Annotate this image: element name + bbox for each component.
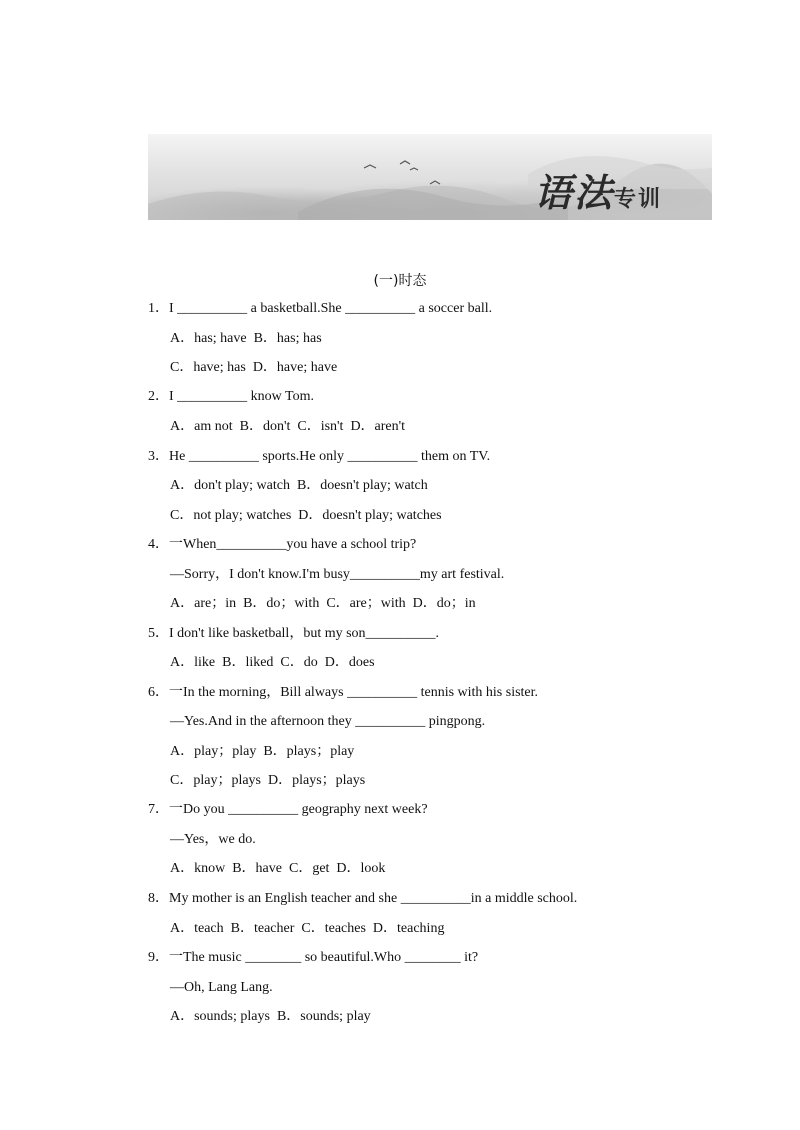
- question-9-reply: —Oh, Lang Lang.: [170, 980, 273, 995]
- banner-title: [534, 162, 662, 217]
- question-3-options-ab: A．don't play; watch B．doesn't play; watch: [170, 478, 428, 493]
- bird-icon: [364, 165, 376, 168]
- banner-title-sub: 专训: [613, 186, 662, 212]
- question-7: 7．一Do you __________ geography next week?: [148, 802, 428, 817]
- question-4: 4．一When__________you have a school trip?: [148, 537, 417, 552]
- question-1: 1．I __________ a basketball.She __________ a soccer ball.: [148, 301, 493, 316]
- question-3: 3．He __________ sports.He only __________ them on TV.: [148, 449, 491, 464]
- bird-icon: [430, 181, 440, 184]
- question-2: 2．I __________ know Tom.: [148, 389, 314, 404]
- banner-title-main: 语法: [533, 170, 614, 215]
- bird-icon: [410, 168, 418, 170]
- question-2-options: A．am not B．don't C．isn't D．aren't: [170, 419, 406, 434]
- question-9: 9．一The music ________ so beautiful.Who ________ it?: [148, 950, 479, 965]
- question-7-options: A．know B．have C．get D．look: [170, 861, 386, 876]
- question-6-reply: —Yes.And in the afternoon they __________ pingpong.: [170, 714, 486, 729]
- question-6-options-ab: A．play；play B．plays；play: [170, 744, 355, 759]
- bird-icon: [400, 161, 410, 164]
- question-8: 8．My mother is an English teacher and she __________in a middle school.: [148, 891, 578, 906]
- header-banner: [148, 134, 712, 220]
- question-9-options: A．sounds; plays B．sounds; play: [170, 1009, 371, 1024]
- question-7-reply: —Yes，we do.: [170, 832, 256, 847]
- question-1-options-cd: C．have; has D．have; have: [170, 360, 338, 375]
- question-4-options: A．are；in B．do；with C．are；with D．do；in: [170, 596, 476, 611]
- question-1-options-ab: A．has; have B．has; has: [170, 331, 322, 346]
- section-title: (一)时态: [373, 273, 427, 289]
- question-5-options: A．like B．liked C．do D．does: [170, 655, 375, 670]
- question-3-options-cd: C．not play; watches D．doesn't play; watches: [170, 508, 442, 523]
- question-8-options: A．teach B．teacher C．teaches D．teaching: [170, 921, 445, 936]
- question-6-options-cd: C．play；plays D．plays；plays: [170, 773, 366, 788]
- question-5: 5．I don't like basketball，but my son__________.: [148, 626, 440, 641]
- question-6: 6．一In the morning，Bill always __________ tennis with his sister.: [148, 685, 539, 700]
- question-4-reply: —Sorry，I don't know.I'm busy__________my art festival.: [170, 567, 505, 582]
